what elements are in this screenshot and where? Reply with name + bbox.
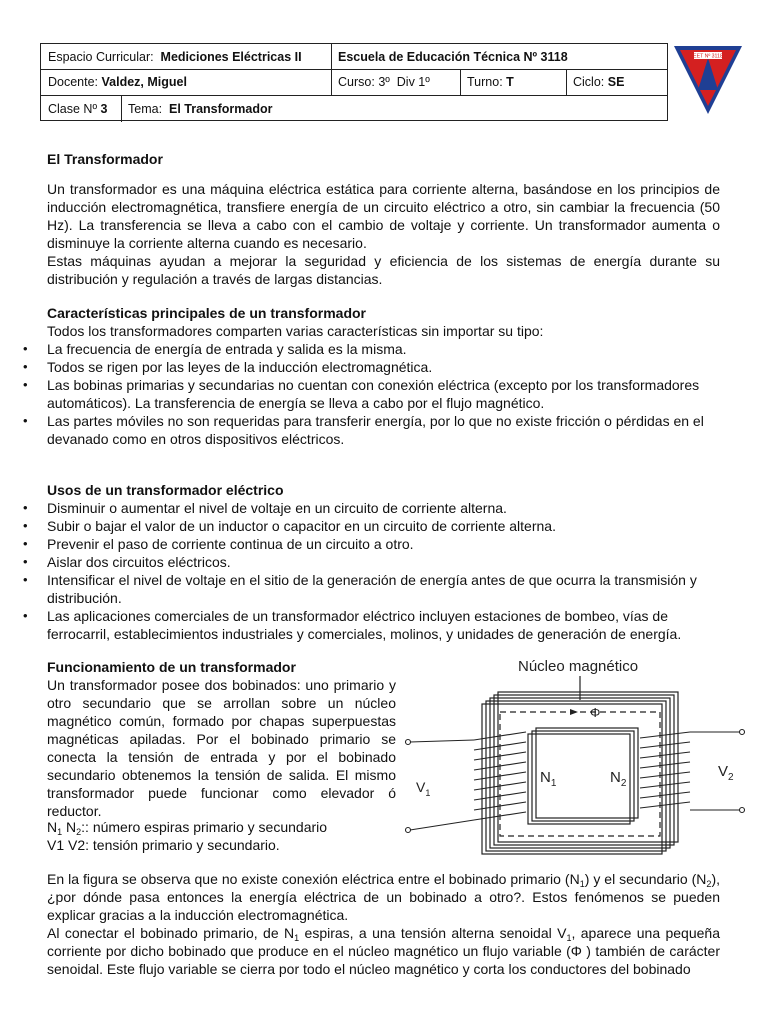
closing-paragraph-2: Al conectar el bobinado primario, de $N_1$ espiras, a una tensión alterna senoidal $V_1$, aparece una pequeña corriente por dicho bobinado que produce en el núcleo magnético un flujo variable (Φ ) también de carácter senoidal. Este flujo variable se cierra por todo el núcleo magnético y corta los conductores del bobinado: [47, 925, 720, 977]
list-item: • Subir o bajar el valor de un inductor o capacitor en un circuito de corriente alterna.: [47, 517, 720, 535]
funcionamiento-text: Un transformador posee dos bobinados: uno primario y otro secundario que se arrollan sobre un núcleo magnético común, formado por chapas superpuestas magnéticas apiladas. Por el bobinado primario se conecta la tensión de entrada y por el bobinado secundario obtenemos la tensión de salida. El mismo transformador puede funcionar como elevador ó reductor.: [47, 677, 396, 819]
section-heading-usos: Usos de un transformador eléctrico: [47, 482, 284, 498]
list-item: • Las aplicaciones comerciales de un transformador eléctrico incluyen estaciones de bombeo, vías de ferrocarril, establecimientos industriales y comerciales, molinos, y unidades de generación de energía.: [47, 607, 720, 643]
terminal-leads: [410, 732, 740, 830]
list-item: • La frecuencia de energía de entrada y salida es la misma.: [47, 340, 720, 358]
list-item: • Aislar dos circuitos eléctricos.: [47, 553, 720, 571]
escuela: Escuela de Educación Técnica Nº 3118: [338, 49, 568, 64]
intro-paragraph-1: Un transformador es una máquina eléctrica estática para corriente alterna, basándose en los principios de inducción electromagnética, transfiere energía de un circuito eléctrico a otro, sin cambiar la frecuencia (50 Hz). La transferencia se lleva a cabo con el cambio de voltaje y corriente. Un transformador aumenta o disminuye la corriente alterna cuando es necesario.: [47, 181, 720, 251]
logo-text: EET Nº 3118: [693, 53, 723, 60]
v-definition: V1 V2: tensión primario y secundario.: [47, 837, 280, 853]
list-item: • Prevenir el paso de corriente continua de un circuito a otro.: [47, 535, 720, 553]
section-heading-caracteristicas: Características principales de un transformador: [47, 305, 366, 321]
list-item: • Las partes móviles no son requeridas para transferir energía, por lo que no existe fricción o pérdidas en el devanado como en otros dispositivos eléctricos.: [47, 412, 720, 448]
transformer-diagram: [400, 652, 750, 867]
list-item: • Todos se rigen por las leyes de la inducción electromagnética.: [47, 358, 720, 376]
n1-label: $N_1$: [540, 769, 557, 789]
caracteristicas-list: [47, 340, 720, 448]
n2-label: $N_2$: [610, 769, 627, 789]
docente: Docente: Valdez, Miguel: [48, 75, 187, 89]
list-item: • Las bobinas primarias y secundarias no cuentan con conexión eléctrica (excepto por los transformadores automáticos). La transferencia de energía se lleva a cabo por el flujo magnético.: [47, 376, 720, 412]
page-title: El Transformador: [47, 151, 163, 167]
core-laminations: [482, 692, 678, 854]
n-definition: $N_1$ $N_2$:: número espiras primario y secundario: [47, 819, 328, 837]
list-item: • Intensificar el nivel de voltaje en el sitio de la generación de energía antes de que ocurra la transmisión y distribución.: [47, 571, 720, 607]
clase: Clase Nº 3: [48, 101, 108, 116]
diagram-title: Núcleo magnético: [518, 658, 639, 675]
list-item: • Disminuir o aumentar el nivel de voltaje en un circuito de corriente alterna.: [47, 499, 720, 517]
v1-label: $V_1$: [416, 779, 431, 798]
espacio-curricular: Espacio Curricular: Mediciones Eléctricas II: [48, 49, 302, 64]
header-table: [40, 43, 668, 121]
closing-paragraph-1: En la figura se observa que no existe conexión eléctrica entre el bobinado primario $(N_1)$ y el secundario $(N_2)$, ¿por dónde pasa entonces la energía eléctrica de un bobinado a otro?. Estos fenómenos se pueden explicar gracias a la inducción electromagnética.: [47, 871, 720, 923]
caracteristicas-lead: Todos los transformadores comparten varias características sin importar su tipo:: [47, 323, 544, 339]
usos-list: [47, 499, 720, 643]
v2-label: $V_2$: [718, 763, 734, 783]
curso: Curso: 3º Div 1º: [338, 75, 430, 89]
ciclo: Ciclo: SE: [573, 75, 625, 89]
flux-label: Φ: [590, 705, 601, 720]
flux-arrow-icon: [570, 709, 578, 715]
tema: Tema: El Transformador: [128, 101, 273, 116]
intro-paragraph-2: Estas máquinas ayudan a mejorar la seguridad y eficiencia de los sistemas de energía durante su distribución y regulación a través de largas distancias.: [47, 253, 720, 287]
school-logo: [672, 44, 744, 116]
terminals: [406, 730, 745, 833]
section-heading-funcionamiento: Funcionamiento de un transformador: [47, 659, 296, 675]
turno: Turno: T: [467, 75, 514, 89]
secondary-winding: [640, 732, 690, 808]
